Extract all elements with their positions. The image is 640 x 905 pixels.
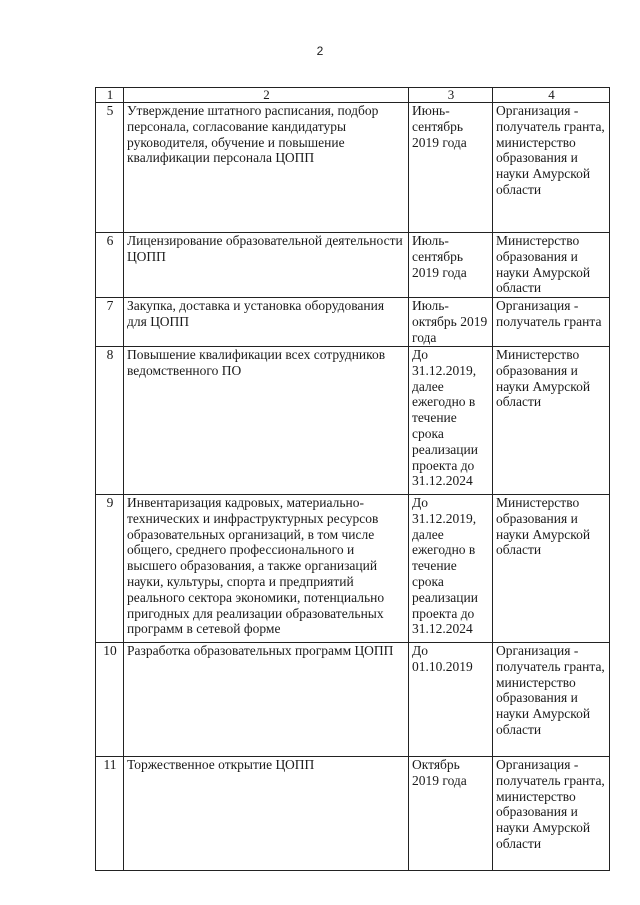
table-row: [96, 643, 610, 757]
header-col-2: 2: [124, 88, 409, 103]
responsible-cell: Организация - получатель гранта, министерство образования и науки Амурской области: [493, 757, 610, 871]
page-number: 2: [316, 44, 324, 58]
event-cell: Разработка образовательных программ ЦОПП: [124, 643, 409, 757]
row-number: 10: [96, 643, 124, 757]
deadline-cell: Июнь-сентябрь 2019 года: [409, 103, 493, 233]
responsible-cell: Организация - получатель гранта, министерство образования и науки Амурской области: [493, 103, 610, 233]
table-row: [96, 347, 610, 495]
responsible-cell: Министерство образования и науки Амурской области: [493, 495, 610, 643]
deadline-cell: До 31.12.2019, далее ежегодно в течение срока реализации проекта до 31.12.2024: [409, 495, 493, 643]
event-cell: Торжественное открытие ЦОПП: [124, 757, 409, 871]
table-row: [96, 495, 610, 643]
event-cell: Закупка, доставка и установка оборудования для ЦОПП: [124, 298, 409, 347]
event-cell: Инвентаризация кадровых, материально-технических и инфраструктурных ресурсов образовательных организаций, в том числе общего, среднего профессионального и высшего образования, а также организаций науки, культуры, спорта и предприятий реального сектора экономики, потенциально пригодных для реализации образовательных программ в сетевой форме: [124, 495, 409, 643]
row-number: 5: [96, 103, 124, 233]
header-col-4: 4: [493, 88, 610, 103]
deadline-cell: Октябрь 2019 года: [409, 757, 493, 871]
responsible-cell: Организация - получатель гранта: [493, 298, 610, 347]
table-row: [96, 298, 610, 347]
deadline-cell: До 01.10.2019: [409, 643, 493, 757]
table-row: [96, 233, 610, 298]
event-cell: Утверждение штатного расписания, подбор персонала, согласование кандидатуры руководителя, обучение и повышение квалификации персонала ЦОПП: [124, 103, 409, 233]
responsible-cell: Организация - получатель гранта, министерство образования и науки Амурской области: [493, 643, 610, 757]
responsible-cell: Министерство образования и науки Амурской области: [493, 347, 610, 495]
event-cell: Лицензирование образовательной деятельности ЦОПП: [124, 233, 409, 298]
header-col-1: 1: [96, 88, 124, 103]
row-number: 6: [96, 233, 124, 298]
implementation-plan-table: [95, 87, 610, 871]
deadline-cell: Июль-октябрь 2019 года: [409, 298, 493, 347]
table-row: [96, 757, 610, 871]
header-col-3: 3: [409, 88, 493, 103]
row-number: 8: [96, 347, 124, 495]
table-header-row: [96, 88, 610, 103]
row-number: 11: [96, 757, 124, 871]
event-cell: Повышение квалификации всех сотрудников ведомственного ПО: [124, 347, 409, 495]
deadline-cell: Июль-сентябрь 2019 года: [409, 233, 493, 298]
row-number: 7: [96, 298, 124, 347]
responsible-cell: Министерство образования и науки Амурской области: [493, 233, 610, 298]
table-row: [96, 103, 610, 233]
deadline-cell: До 31.12.2019, далее ежегодно в течение срока реализации проекта до 31.12.2024: [409, 347, 493, 495]
row-number: 9: [96, 495, 124, 643]
